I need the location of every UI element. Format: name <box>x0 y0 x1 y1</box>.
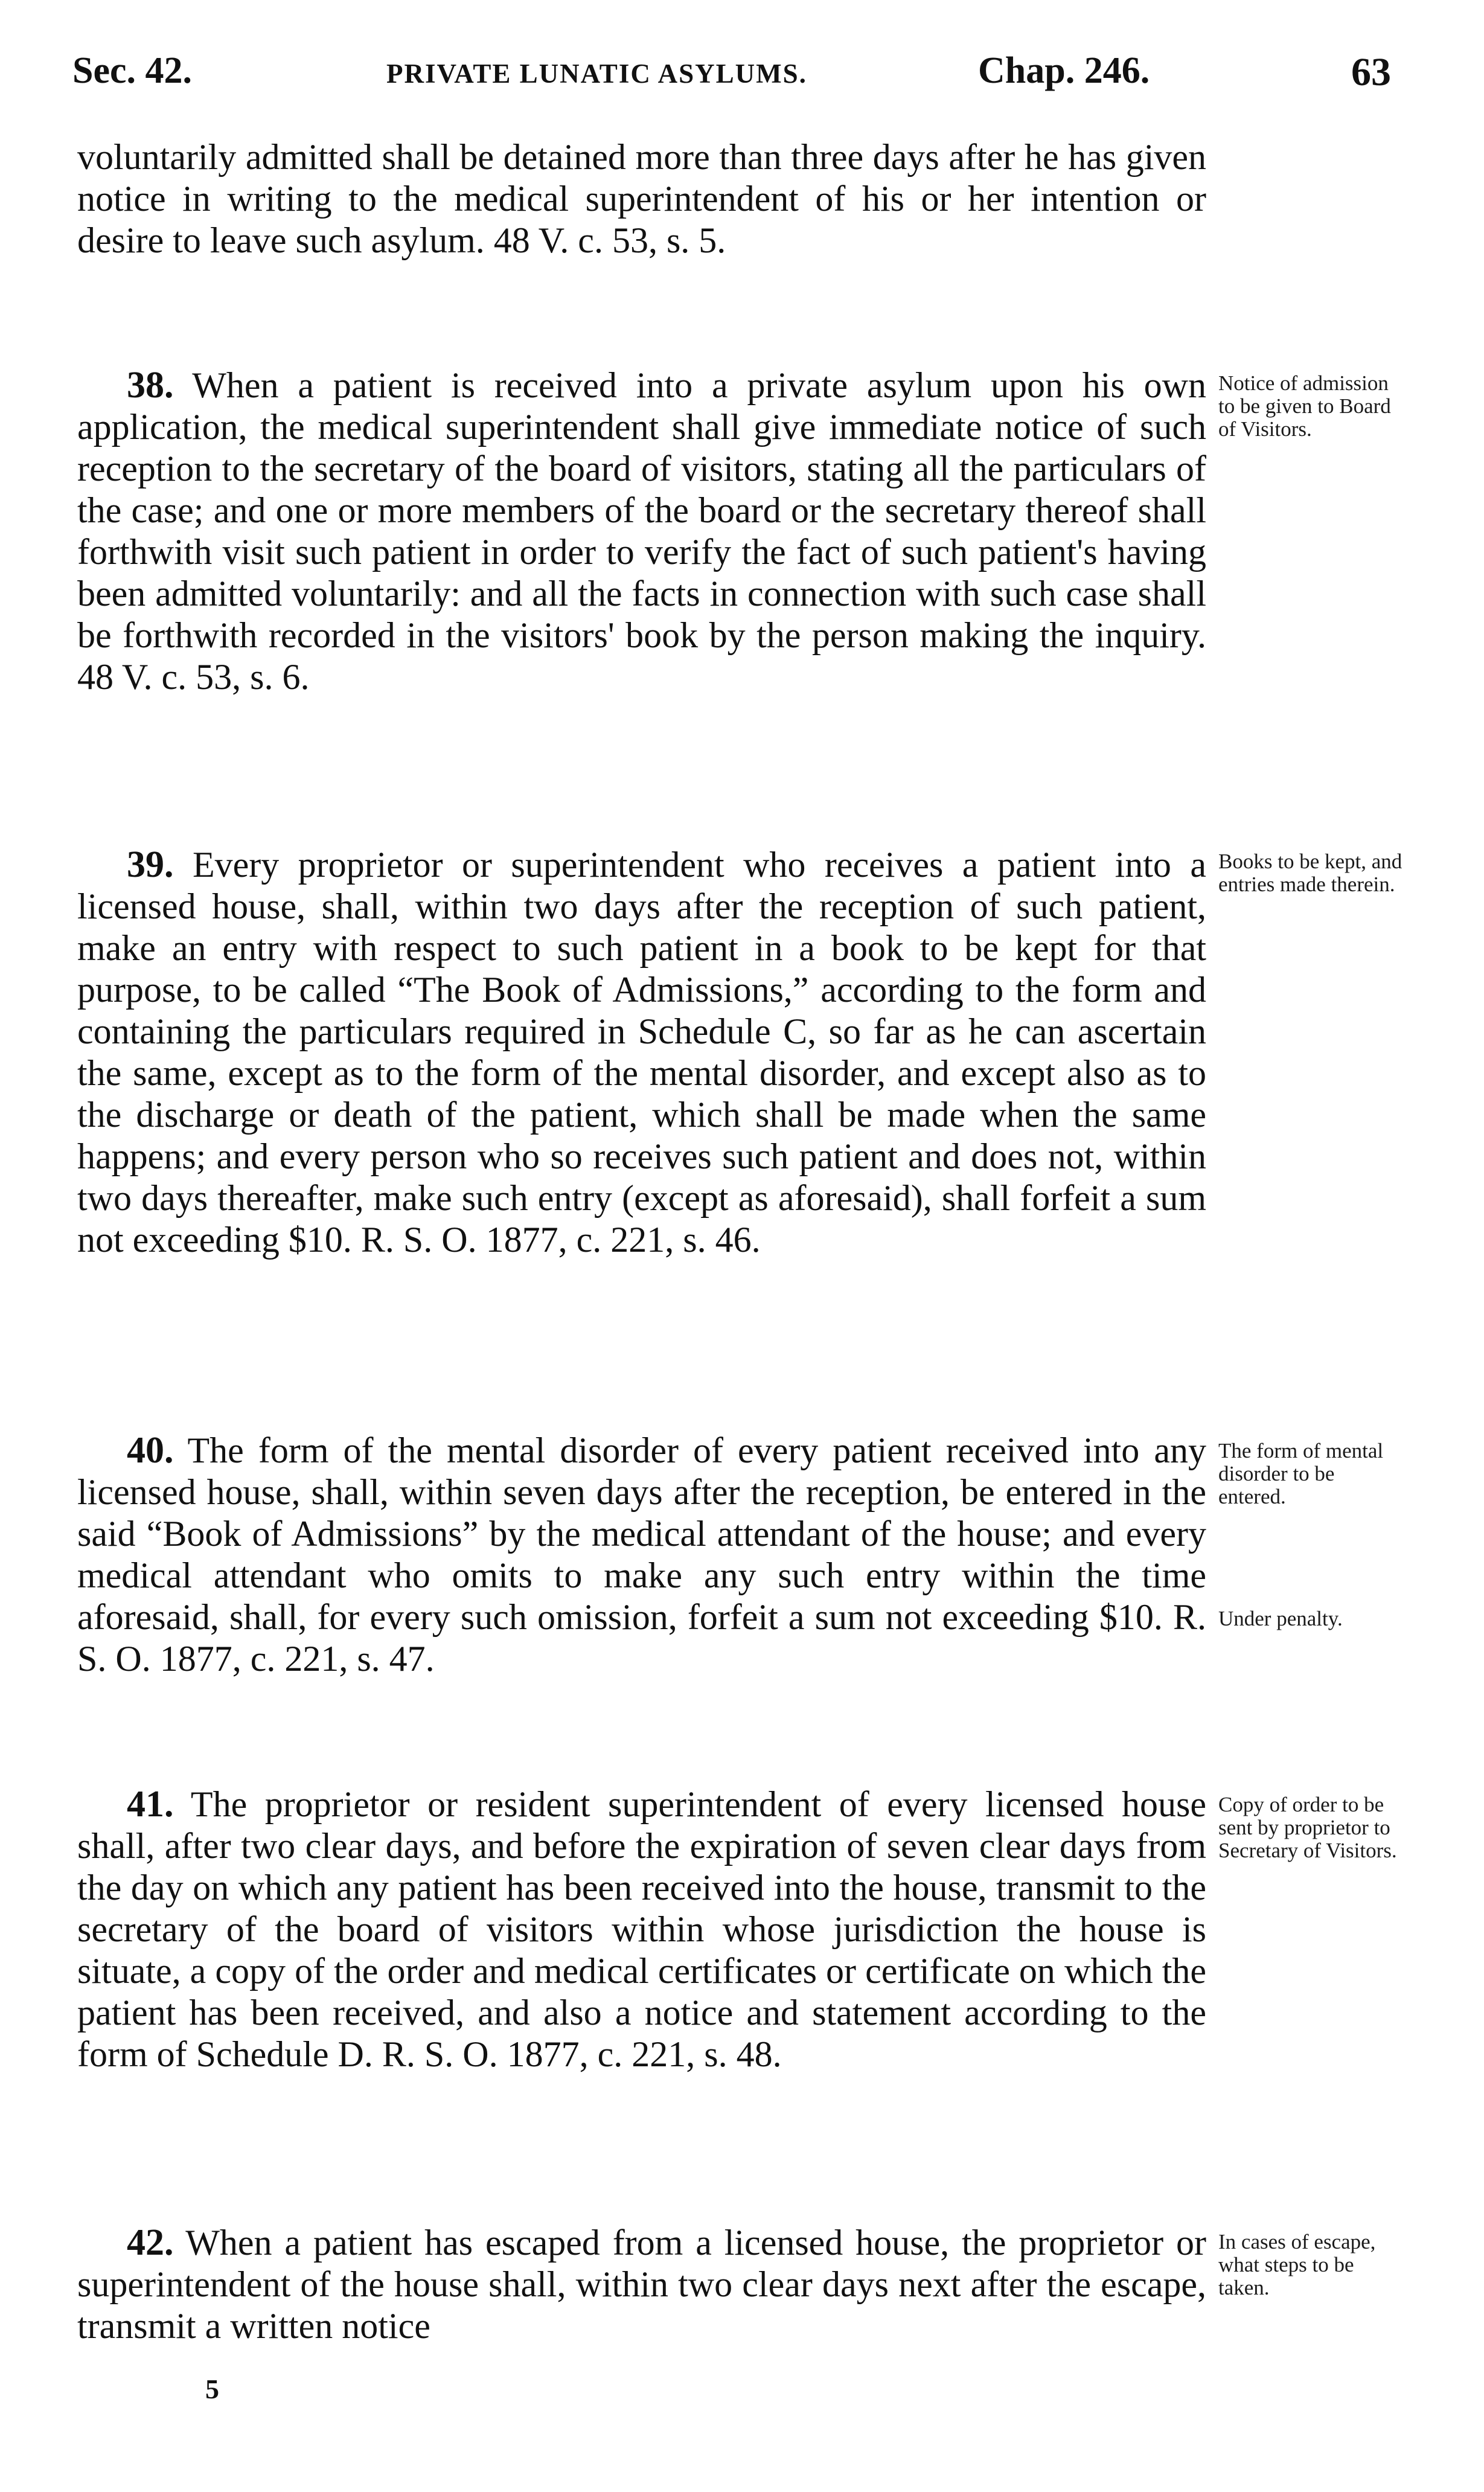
section-39 <box>77 844 1206 1261</box>
section-text: The proprietor or resident superintendent of every licensed house shall, after two clear days, and before the expiration of seven clear days from the day on which any patient has been received into the house, transmit to the secretary of the board of visitors within whose jurisdiction the house is situate, a copy of the order and medical certificates or certificate on which the patient has been received, and also a notice and statement according to the form of Schedule D. R. S. O. 1877, c. 221, s. 48. <box>77 1784 1207 2074</box>
section-text: Every proprietor or superintendent who receives a patient into a licensed house, shall, within two days after the reception of such patient, make an entry with respect to such patient in a book to be kept for that purpose, to be called “The Book of Admissions,” according to the form and containing the particulars required in Schedule C, so far as he can ascertain the same, except as to the form of the mental disorder, and except also as to the discharge or death of the patient, which shall be made when the same happens; and every person who so receives such patient and does not, within two days thereafter, make such entry (except as aforesaid), shall forfeit a sum not exceeding $10. R. S. O. 1877, c. 221, s. 46. <box>77 845 1206 1260</box>
section-number: 41. <box>127 1784 174 1825</box>
signature-mark: 5 <box>205 2374 219 2404</box>
section-number: 42. <box>127 2222 174 2263</box>
section-text: The form of the mental disorder of every patient received into any licensed house, shall, within seven days after the reception, be entered in the said “Book of Admissions” by the medical attendant of the house; and every medical attendant who omits to make any such entry within the time aforesaid, shall, for every such omission, forfeit a sum not exceeding $10. R. S. O. 1877, c. 221, s. 47. <box>77 1430 1207 1679</box>
margin-note-40: The form of mental disorder to be entered. <box>1218 1439 1384 1508</box>
section-number: 40. <box>127 1430 174 1471</box>
section-38 <box>77 365 1206 698</box>
margin-note-41: Copy of order to be sent by proprietor to Secretary of Visitors. <box>1218 1793 1397 1862</box>
continuation-paragraph <box>77 136 1206 261</box>
section-number: 39. <box>127 844 174 885</box>
header-title: PRIVATE LUNATIC ASYLUMS. <box>386 59 807 89</box>
header-section: Sec. 42. <box>72 50 193 91</box>
margin-note-38: Notice of admission to be given to Board of Visitors. <box>1218 371 1391 441</box>
margin-note-39: Books to be kept, and entries made therein. <box>1218 850 1402 896</box>
section-text: When a patient has escaped from a licensed house, the proprietor or superintendent of the house shall, within two clear days next after the escape, transmit a written notice <box>77 2223 1206 2346</box>
section-42 <box>77 2222 1206 2347</box>
section-41 <box>77 1784 1206 2075</box>
header-chapter: Chap. 246. <box>978 50 1150 91</box>
section-number: 38. <box>127 365 174 406</box>
margin-note-42: In cases of escape, what steps to be taken. <box>1218 2230 1376 2299</box>
page-number: 63 <box>1351 50 1391 94</box>
section-text: When a patient is received into a private asylum upon his own application, the medical superintendent shall give immediate notice of such reception to the secretary of the board of visitors, stating all the particulars of the case; and one or more members of the board or the secretary thereof shall forthwith visit such patient in order to verify the fact of such patient's having been admitted voluntarily: and all the facts in connection with such case shall be forthwith recorded in the visitors' book by the person making the inquiry. 48 V. c. 53, s. 6. <box>77 365 1206 697</box>
margin-note-40-penalty: Under penalty. <box>1218 1607 1343 1630</box>
section-40 <box>77 1430 1206 1680</box>
continuation-text: voluntarily admitted shall be detained more than three days after he has given notice in writing to the medical superintendent of his or her intention or desire to leave such asylum. 48 V. c. 53, s. 5. <box>77 137 1206 260</box>
